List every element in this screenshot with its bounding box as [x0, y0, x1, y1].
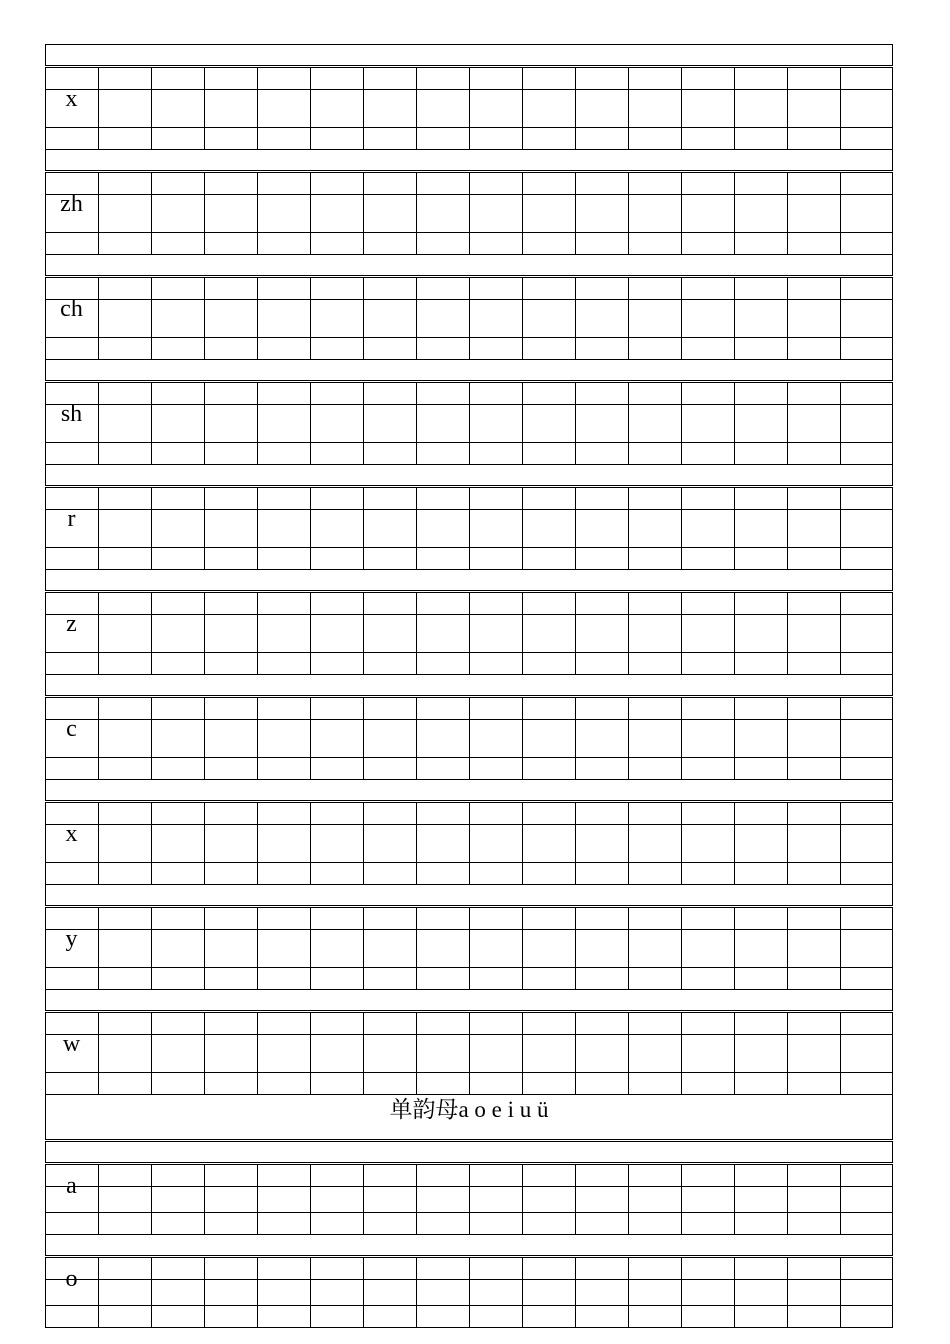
grid-line: [151, 592, 152, 674]
grid-line: [98, 1164, 99, 1234]
letter-label: y: [65, 926, 78, 952]
grid-line: [628, 697, 629, 779]
grid-line: [840, 1012, 841, 1094]
consonant-writing-grid: [45, 487, 893, 569]
grid-line: [734, 382, 735, 464]
consonant-writing-grid: [45, 172, 893, 254]
letter-label: ch: [60, 296, 83, 322]
grid-line: [310, 487, 311, 569]
separator-bar: [45, 569, 893, 591]
grid-line: [892, 1164, 893, 1234]
letter-label: zh: [60, 191, 83, 217]
grid-line: [363, 1257, 364, 1327]
grid-line: [628, 487, 629, 569]
separator-bar: [45, 149, 893, 171]
grid-line: [151, 277, 152, 359]
grid-line: [310, 1012, 311, 1094]
grid-line: [681, 1257, 682, 1327]
grid-line: [681, 592, 682, 674]
grid-line: [681, 487, 682, 569]
grid-line: [363, 382, 364, 464]
grid-line: [416, 487, 417, 569]
grid-line: [469, 1164, 470, 1234]
grid-line: [628, 802, 629, 884]
grid-line: [98, 802, 99, 884]
grid-line: [310, 67, 311, 149]
grid-line: [416, 697, 417, 779]
grid-line: [98, 382, 99, 464]
grid-line: [787, 172, 788, 254]
separator-bar: [45, 1234, 893, 1256]
grid-line: [204, 1012, 205, 1094]
grid-line: [522, 67, 523, 149]
grid-line: [787, 592, 788, 674]
grid-line: [151, 1012, 152, 1094]
consonant-writing-grid: [45, 382, 893, 464]
grid-line: [204, 802, 205, 884]
consonant-writing-grid: [45, 697, 893, 779]
grid-line: [151, 172, 152, 254]
grid-line: [416, 1164, 417, 1234]
letter-label: r: [67, 506, 76, 532]
pinyin-worksheet: [45, 44, 893, 1292]
grid-line: [363, 697, 364, 779]
grid-line: [681, 802, 682, 884]
grid-line: [363, 277, 364, 359]
grid-line: [522, 592, 523, 674]
grid-line: [892, 172, 893, 254]
grid-line: [151, 697, 152, 779]
grid-line: [416, 592, 417, 674]
grid-line: [310, 592, 311, 674]
grid-line: [734, 907, 735, 989]
grid-line: [892, 592, 893, 674]
grid-line: [681, 277, 682, 359]
grid-line: [681, 697, 682, 779]
grid-line: [522, 802, 523, 884]
separator-bar: [45, 989, 893, 1011]
grid-line: [840, 802, 841, 884]
grid-line: [575, 67, 576, 149]
vowel-writing-grid: [45, 1164, 893, 1234]
grid-line: [151, 382, 152, 464]
grid-line: [840, 382, 841, 464]
grid-line: [310, 277, 311, 359]
grid-line: [310, 172, 311, 254]
grid-line: [787, 1257, 788, 1327]
grid-line: [204, 907, 205, 989]
grid-line: [681, 1012, 682, 1094]
grid-line: [363, 592, 364, 674]
grid-line: [840, 277, 841, 359]
grid-line: [310, 907, 311, 989]
grid-line: [892, 277, 893, 359]
grid-line: [840, 67, 841, 149]
grid-line: [469, 382, 470, 464]
grid-line: [575, 697, 576, 779]
grid-line: [98, 907, 99, 989]
consonant-writing-grid: [45, 67, 893, 149]
grid-line: [681, 1164, 682, 1234]
separator-bar: [45, 884, 893, 906]
grid-line: [840, 172, 841, 254]
grid-line: [787, 67, 788, 149]
grid-line: [840, 697, 841, 779]
grid-line: [416, 1012, 417, 1094]
grid-line: [469, 1012, 470, 1094]
grid-line: [416, 277, 417, 359]
grid-line: [628, 907, 629, 989]
grid-line: [416, 1257, 417, 1327]
grid-line: [681, 172, 682, 254]
grid-line: [522, 382, 523, 464]
grid-line: [522, 1164, 523, 1234]
grid-line: [628, 172, 629, 254]
consonant-writing-grid: [45, 277, 893, 359]
consonant-writing-grid: [45, 592, 893, 674]
grid-line: [575, 1257, 576, 1327]
grid-line: [204, 487, 205, 569]
separator-bar: [45, 359, 893, 381]
grid-line: [734, 67, 735, 149]
grid-line: [416, 172, 417, 254]
grid-line: [469, 172, 470, 254]
grid-line: [840, 1257, 841, 1327]
grid-line: [522, 277, 523, 359]
consonant-writing-grid: [45, 802, 893, 884]
grid-line: [416, 802, 417, 884]
grid-line: [734, 172, 735, 254]
grid-line: [522, 487, 523, 569]
grid-line: [734, 697, 735, 779]
grid-line: [787, 907, 788, 989]
grid-line: [204, 172, 205, 254]
separator-bar: [45, 674, 893, 696]
grid-line: [469, 802, 470, 884]
grid-line: [628, 1164, 629, 1234]
grid-line: [204, 1164, 205, 1234]
grid-line: [522, 907, 523, 989]
letter-label: x: [65, 821, 78, 847]
grid-line: [151, 67, 152, 149]
letter-label: x: [65, 86, 78, 112]
separator-bar: [45, 1141, 893, 1163]
grid-line: [310, 1164, 311, 1234]
grid-line: [734, 1012, 735, 1094]
grid-line: [892, 487, 893, 569]
letter-label: o: [65, 1266, 78, 1292]
grid-line: [892, 802, 893, 884]
grid-line: [363, 172, 364, 254]
grid-line: [310, 697, 311, 779]
grid-line: [416, 382, 417, 464]
grid-line: [257, 1012, 258, 1094]
grid-line: [840, 592, 841, 674]
grid-line: [734, 277, 735, 359]
grid-line: [151, 802, 152, 884]
grid-line: [892, 1257, 893, 1327]
grid-line: [363, 67, 364, 149]
grid-line: [257, 277, 258, 359]
grid-line: [98, 592, 99, 674]
grid-line: [98, 1012, 99, 1094]
separator-bar: [45, 464, 893, 486]
separator-bar: [45, 779, 893, 801]
grid-line: [575, 1164, 576, 1234]
letter-label: sh: [60, 401, 83, 427]
grid-line: [734, 802, 735, 884]
grid-line: [628, 1257, 629, 1327]
grid-line: [575, 382, 576, 464]
grid-line: [204, 697, 205, 779]
grid-line: [892, 907, 893, 989]
grid-line: [469, 487, 470, 569]
vowel-writing-grid: [45, 1257, 893, 1327]
letter-label: c: [66, 716, 77, 742]
grid-line: [575, 277, 576, 359]
grid-line: [98, 277, 99, 359]
grid-line: [257, 907, 258, 989]
grid-line: [363, 487, 364, 569]
grid-line: [257, 382, 258, 464]
grid-line: [204, 1257, 205, 1327]
grid-line: [151, 1164, 152, 1234]
grid-line: [363, 1012, 364, 1094]
grid-line: [416, 907, 417, 989]
grid-line: [787, 277, 788, 359]
grid-line: [892, 382, 893, 464]
grid-line: [575, 172, 576, 254]
grid-line: [681, 907, 682, 989]
grid-line: [151, 907, 152, 989]
grid-line: [204, 67, 205, 149]
grid-line: [45, 1327, 893, 1328]
grid-line: [469, 697, 470, 779]
grid-line: [204, 382, 205, 464]
grid-line: [840, 487, 841, 569]
grid-line: [363, 907, 364, 989]
grid-line: [98, 1257, 99, 1327]
grid-line: [892, 67, 893, 149]
grid-line: [204, 277, 205, 359]
grid-line: [787, 1164, 788, 1234]
grid-line: [681, 382, 682, 464]
grid-line: [787, 802, 788, 884]
grid-line: [151, 1257, 152, 1327]
grid-line: [98, 487, 99, 569]
letter-label: a: [66, 1173, 77, 1199]
grid-line: [310, 1257, 311, 1327]
grid-line: [628, 592, 629, 674]
grid-line: [257, 697, 258, 779]
grid-line: [522, 697, 523, 779]
grid-line: [628, 277, 629, 359]
grid-line: [204, 592, 205, 674]
grid-line: [734, 487, 735, 569]
grid-line: [310, 802, 311, 884]
grid-line: [98, 697, 99, 779]
grid-line: [787, 382, 788, 464]
grid-line: [787, 1012, 788, 1094]
separator-bar: [45, 44, 893, 66]
grid-line: [628, 67, 629, 149]
grid-line: [469, 67, 470, 149]
grid-line: [575, 802, 576, 884]
grid-line: [416, 67, 417, 149]
separator-bar: [45, 254, 893, 276]
grid-line: [787, 487, 788, 569]
grid-line: [363, 1164, 364, 1234]
grid-line: [469, 1257, 470, 1327]
grid-line: [257, 802, 258, 884]
grid-line: [628, 1012, 629, 1094]
grid-line: [257, 1257, 258, 1327]
grid-line: [840, 907, 841, 989]
grid-line: [734, 1164, 735, 1234]
grid-line: [257, 67, 258, 149]
consonant-writing-grid: [45, 907, 893, 989]
grid-line: [522, 172, 523, 254]
grid-line: [257, 1164, 258, 1234]
grid-line: [575, 487, 576, 569]
grid-line: [892, 697, 893, 779]
consonant-writing-grid: [45, 1012, 893, 1094]
grid-line: [469, 592, 470, 674]
grid-line: [681, 67, 682, 149]
grid-line: [734, 1257, 735, 1327]
grid-line: [310, 382, 311, 464]
grid-line: [787, 697, 788, 779]
grid-line: [575, 592, 576, 674]
grid-line: [628, 382, 629, 464]
grid-line: [522, 1257, 523, 1327]
grid-line: [257, 592, 258, 674]
grid-line: [575, 907, 576, 989]
grid-line: [98, 172, 99, 254]
letter-label: w: [62, 1031, 81, 1057]
grid-line: [892, 1012, 893, 1094]
grid-line: [469, 907, 470, 989]
grid-line: [469, 277, 470, 359]
grid-line: [363, 802, 364, 884]
grid-line: [151, 487, 152, 569]
grid-line: [98, 67, 99, 149]
grid-line: [257, 487, 258, 569]
grid-line: [840, 1164, 841, 1234]
grid-line: [522, 1012, 523, 1094]
letter-label: z: [66, 611, 77, 637]
grid-line: [575, 1012, 576, 1094]
section-header-final-vowels: 单韵母a o e i u ü: [45, 1094, 893, 1140]
grid-line: [257, 172, 258, 254]
grid-line: [734, 592, 735, 674]
